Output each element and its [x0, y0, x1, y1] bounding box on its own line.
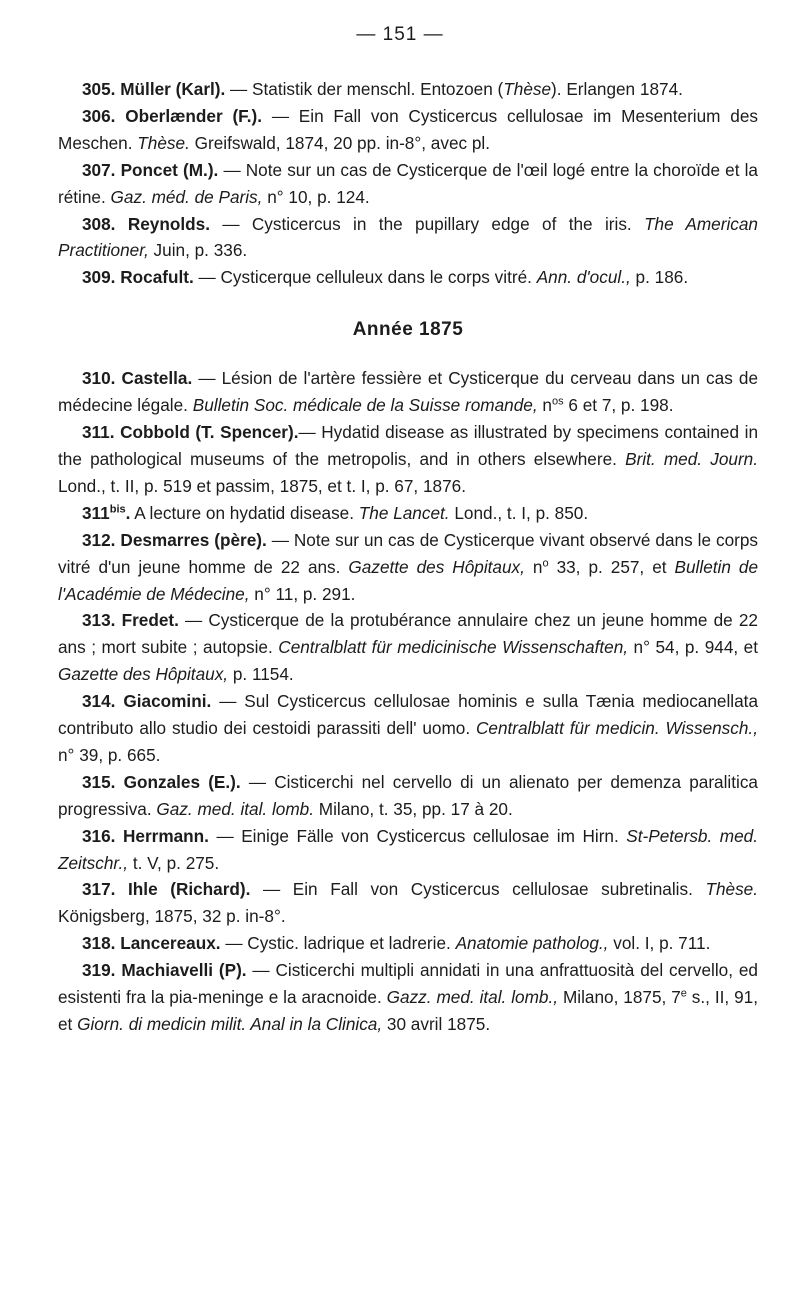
page-number: — 151 —: [356, 24, 444, 45]
bibliography-entry: [58, 876, 758, 930]
entry-source-title: Gaz. med. ital. lomb.: [156, 798, 315, 819]
entry-superscript: o: [542, 556, 549, 569]
entry-number: 308.: [82, 213, 116, 234]
bibliography-entry: [58, 103, 758, 157]
entry-author: Lancereaux.: [120, 933, 221, 954]
entry-text: Lond., t. I, p. 850.: [449, 502, 589, 523]
entry-superscript: e: [680, 987, 687, 1000]
entry-source-title: Bulletin Soc. médicale de la Suisse romande,: [192, 395, 538, 416]
entry-number: 315.: [82, 771, 116, 792]
bibliography-entry: [58, 769, 758, 823]
bibliography-entry: [58, 157, 758, 211]
bibliography-entry: [58, 419, 758, 500]
entry-source-title: Centralblatt für medicin. Wissensch.,: [475, 718, 758, 739]
entry-number: 316.: [82, 825, 116, 846]
entry-text: n: [537, 395, 552, 416]
entry-number: 319.: [82, 960, 116, 981]
entry-text: — Einige Fälle von Cysticercus cellulosae im Hirn.: [208, 825, 627, 846]
entry-text: p. 1154.: [228, 664, 294, 685]
entry-text: — Note sur un cas de Cysticerque de l'œil logé entre la choroïde et la rétine.: [58, 159, 758, 207]
entry-number: 307.: [82, 159, 116, 180]
entry-author: Reynolds.: [127, 213, 210, 234]
entry-source-title: Ann. d'ocul.,: [536, 267, 631, 288]
section-heading: Année 1875: [352, 319, 464, 341]
entry-source-title: Gazette des Hôpitaux,: [348, 556, 525, 577]
entry-source-title: Gaz. méd. de Paris,: [110, 186, 263, 207]
entry-text: vol. I, p. 711.: [608, 933, 711, 954]
bibliography-entry: [58, 607, 758, 688]
bibliography-entry: [58, 211, 758, 265]
entry-text: p. 186.: [630, 267, 689, 288]
entry-text: 30 avril 1875.: [382, 1014, 491, 1034]
entry-author: Giacomini.: [123, 691, 212, 712]
bibliography-entry: [58, 930, 758, 957]
entry-number: 311.: [82, 422, 115, 443]
bibliography-entry: [58, 688, 758, 769]
entry-author: Ihle (Richard).: [128, 879, 251, 900]
entry-number: 317.: [82, 879, 116, 900]
entry-source-title: Anatomie patholog.,: [455, 933, 609, 954]
entry-text: t. V, p. 275.: [128, 852, 220, 873]
entry-source-title: Bulletin de l'Académie de Médecine,: [58, 556, 759, 604]
entry-number: 314.: [82, 691, 116, 712]
entry-text: Milano, 1875, 7: [558, 987, 681, 1008]
entry-number: $311^{bis}$.: [82, 502, 131, 523]
entry-author: Oberlænder (F.).: [125, 105, 263, 126]
entry-text: A lecture on hydatid disease.: [130, 502, 359, 523]
bibliography-content: [58, 76, 758, 1038]
entry-text: — Lésion de l'artère fessière et Cysticerque du cerveau dans un cas de médecine légale.: [58, 368, 759, 416]
entry-text: 33, p. 257, et: [548, 556, 675, 577]
entry-source-title: St-Petersb. med. Zeitschr.,: [58, 825, 758, 873]
entry-author: Cobbold (T. Spencer).: [120, 422, 299, 443]
entry-number: 309.: [82, 267, 116, 288]
entry-author: Herrmann.: [122, 825, 209, 846]
entry-text: n° 54, p. 944, et: [628, 637, 758, 658]
bibliography-entry: [58, 500, 758, 527]
entry-text: — Cisticerchi multipli annidati in una anfrattuosità del cervello, ed esistenti fra la pia-meninge e la aracnoide.: [58, 960, 758, 1008]
bibliography-entry: [58, 365, 758, 419]
entry-source-title: Thèse.: [705, 879, 758, 900]
entry-number: 306.: [82, 105, 116, 126]
entry-text: — Cisticerchi nel cervello di un alienato per demenza paralitica progressiva.: [58, 771, 758, 819]
entry-source-title: Gazette des Hôpitaux,: [58, 664, 229, 685]
entry-text: 6 et 7, p. 198.: [563, 395, 674, 416]
entry-source-title: Gazz. med. ital. lomb.,: [386, 987, 559, 1008]
entry-number: 305.: [82, 79, 116, 99]
entry-text: s., II, 91, et: [58, 987, 758, 1034]
bibliography-entry: [58, 957, 758, 1038]
entry-text: — Note sur un cas de Cysticerque vivant observé dans le corps vitré d'un jeune homme de 22 ans.: [58, 529, 759, 577]
entry-source-title: Thèse.: [137, 132, 190, 153]
entry-text: Juin, p. 336.: [148, 240, 248, 261]
entry-number: 313.: [82, 610, 116, 631]
bibliography-section-1875: [58, 365, 758, 1038]
entry-text: — Cystic. ladrique et ladrerie.: [220, 933, 456, 954]
entry-source-title: The Lancet.: [358, 502, 450, 523]
entry-author: Desmarres (père).: [120, 529, 267, 550]
entry-author: Rocafult.: [120, 267, 194, 288]
bibliography-entry: [58, 76, 758, 103]
entry-text: — Ein Fall von Cysticercus cellulosae subretinalis.: [250, 879, 706, 900]
entry-source-title: Brit. med. Journ.: [625, 448, 758, 469]
entry-number: 312.: [82, 529, 116, 550]
entry-superscript: os: [551, 395, 564, 408]
entry-number: 310.: [82, 368, 116, 389]
entry-number: 318.: [82, 933, 116, 954]
entry-text: Greifswald, 1874, 20 pp. in-8°, avec pl.: [189, 132, 491, 153]
entry-text: — Ein Fall von Cysticercus cellulosae im Mesenterium des Meschen.: [58, 105, 758, 153]
entry-source-title: Giorn. di medicin milit. Anal in la Clinica,: [77, 1014, 383, 1034]
entry-text: ). Erlangen 1874.: [551, 79, 683, 99]
entry-text: n° 11, p. 291.: [249, 583, 356, 604]
entry-author: Machiavelli (P).: [121, 960, 247, 981]
entry-text: — Sul Cysticercus cellulosae hominis e sulla Tænia mediocanellata contributo allo studio dei cestoidi parassiti dell' uomo.: [58, 691, 758, 739]
bibliography-entry: [58, 527, 758, 608]
entry-text: Königsberg, 1875, 32 p. in-8°.: [58, 906, 286, 927]
entry-text: — Hydatid disease as illustrated by specimens contained in the pathological museums of the metropolis, and in others elsewhere.: [58, 422, 759, 469]
entry-text: — Cysticerque de la protubérance annulaire chez un jeune homme de 22 ans ; mort subite ; autopsie.: [58, 610, 758, 658]
entry-text: — Cysticercus in the pupillary edge of the iris.: [209, 213, 645, 234]
entry-source-title: Thèse: [503, 79, 552, 99]
entry-text: n° 39, p. 665.: [58, 744, 161, 765]
entry-text: n° 10, p. 124.: [262, 186, 370, 207]
bibliography-section-1874: [58, 76, 758, 291]
bibliography-entry: [58, 823, 758, 877]
entry-text: Milano, t. 35, pp. 17 à 20.: [314, 798, 513, 819]
bibliography-entry: [58, 264, 758, 291]
entry-number-suffix: bis: [109, 503, 126, 516]
entry-text: — Statistik der menschl. Entozoen (: [225, 79, 504, 99]
entry-source-title: Centralblatt für medicinische Wissenschaften,: [278, 637, 629, 658]
entry-author: Fredet.: [121, 610, 179, 631]
entry-author: Müller (Karl).: [120, 79, 226, 99]
entry-author: Gonzales (E.).: [123, 771, 241, 792]
entry-source-title: The American Practitioner,: [58, 213, 758, 261]
entry-author: Castella.: [121, 368, 193, 389]
entry-author: Poncet (M.).: [120, 159, 219, 180]
entry-text: — Cysticerque celluleux dans le corps vitré.: [193, 267, 537, 288]
entry-text: n: [524, 556, 543, 577]
entry-text: Lond., t. II, p. 519 et passim, 1875, et t. I, p. 67, 1876.: [58, 475, 466, 496]
